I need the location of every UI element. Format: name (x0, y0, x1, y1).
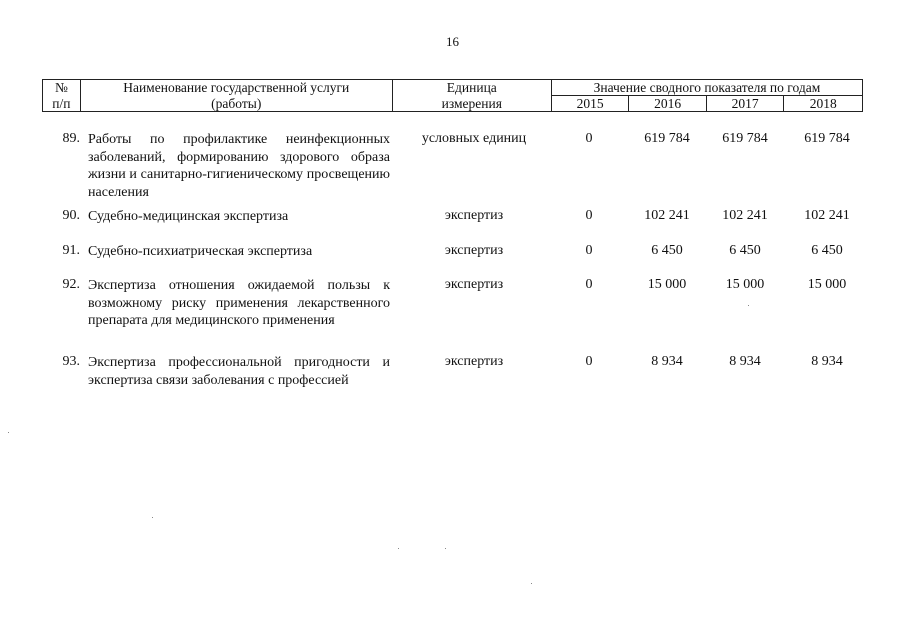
value-2015: 0 (585, 208, 593, 223)
value-2015: 0 (585, 131, 593, 146)
table-header (42, 79, 863, 112)
value-2017: 619 784 (722, 131, 768, 146)
unit-cell: экспертиз (444, 243, 504, 258)
unit-cell: экспертиз (444, 208, 504, 223)
unit-cell: экспертиз (444, 277, 504, 292)
header-year-2016: 2016 (629, 96, 707, 112)
scan-speck (445, 548, 446, 549)
row-number: 91. (62, 243, 80, 258)
scan-speck (152, 517, 153, 518)
service-name: Экспертиза отношения ожидаемой пользы к возможному риску применения лекарственного препарата для медицинского применения (88, 278, 390, 328)
value-2018: 6 450 (811, 243, 843, 258)
row-number: 89. (62, 131, 80, 146)
value-2018: 15 000 (807, 277, 847, 292)
unit-cell: экспертиз (444, 354, 504, 369)
value-2018: 102 241 (804, 208, 850, 223)
value-2015: 0 (585, 243, 593, 258)
header-num-label: № (43, 80, 81, 96)
row-number: 92. (62, 277, 80, 292)
header-name-label: Наименование государственной услуги (80, 80, 392, 96)
value-2016: 6 450 (651, 243, 683, 258)
header-unit-sublabel: измерения (392, 96, 551, 112)
value-2017: 102 241 (722, 208, 768, 223)
header-num-sublabel: п/п (43, 96, 81, 112)
header-year-2015: 2015 (551, 96, 629, 112)
value-2016: 15 000 (647, 277, 687, 292)
header-name-sublabel: (работы) (80, 96, 392, 112)
value-2016: 619 784 (644, 131, 690, 146)
unit-cell: условных единиц (421, 131, 527, 146)
value-2016: 102 241 (644, 208, 690, 223)
value-2015: 0 (585, 277, 593, 292)
value-2017: 6 450 (729, 243, 761, 258)
service-name: Экспертиза профессиональной пригодности и экспертиза связи заболевания с профессией (88, 355, 390, 388)
scan-speck (398, 548, 399, 549)
scan-speck (8, 432, 9, 433)
page-number: 16 (446, 34, 459, 49)
scan-speck (531, 583, 532, 584)
header-year-2017: 2017 (706, 96, 784, 112)
value-2018: 8 934 (811, 354, 843, 369)
value-2017: 8 934 (729, 354, 761, 369)
row-number: 90. (62, 208, 80, 223)
value-2018: 619 784 (804, 131, 850, 146)
service-name: Работы по профилактике неинфекционных заболеваний, формированию здорового образа жизни и санитарно-гигиеническому просвещению населения (88, 132, 390, 200)
row-number: 93. (62, 354, 80, 369)
header-unit-label: Единица (392, 80, 551, 96)
service-name: Судебно-медицинская экспертиза (88, 209, 289, 224)
value-2017: 15 000 (725, 277, 765, 292)
value-2016: 8 934 (651, 354, 683, 369)
service-name: Судебно-психиатрическая экспертиза (88, 244, 313, 259)
header-values-title: Значение сводного показателя по годам (551, 80, 862, 96)
scan-speck (748, 305, 749, 306)
value-2015: 0 (585, 354, 593, 369)
header-year-2018: 2018 (784, 96, 863, 112)
